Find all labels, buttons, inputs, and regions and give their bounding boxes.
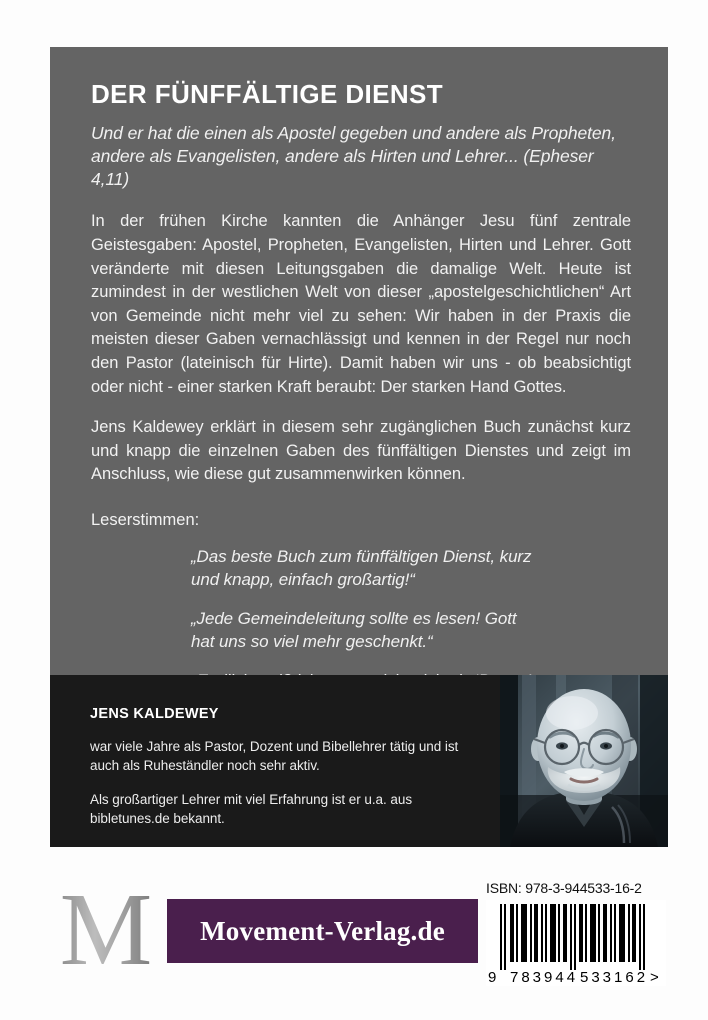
book-title: DER FÜNFFÄLTIGE DIENST	[91, 79, 444, 109]
isbn-number: ISBN: 978-3-944533-16-2	[486, 880, 642, 896]
publisher-bar	[0, 870, 708, 990]
blurb-content	[91, 80, 631, 733]
svg-text:M: M	[59, 884, 153, 976]
author-name: JENS KALDEWEY	[90, 706, 219, 722]
ean-group-1: 783944	[510, 969, 579, 986]
author-portrait-photo	[500, 675, 668, 847]
author-bio-paragraph-2: Als großartiger Lehrer mit viel Erfahrung ist er u.a. aus bibletunes.de bekannt.	[90, 792, 413, 827]
isbn-block	[486, 880, 666, 986]
reader-quote: „Jede Gemeindeleitung sollte es lesen! Gott hat uns so viel mehr geschenkt.“	[191, 609, 517, 651]
publisher-url-label: Movement-Verlag.de	[200, 915, 445, 946]
ean-suffix: >	[650, 969, 659, 986]
cover-blurb-panel	[50, 47, 668, 675]
publisher-logo	[56, 884, 156, 976]
ean-barcode	[486, 900, 666, 986]
readers-voices-heading: Leserstimmen:	[91, 510, 200, 529]
author-band	[50, 675, 668, 847]
blurb-paragraph-1: In der frühen Kirche kannten die Anhänger Jesu fünf zentrale Geistesgaben: Apostel, Propheten, Evangelisten, Hirten und Lehrer. Gott veränderte mit diesen Leitungsgaben die damalige Welt. Heute ist zumindest in der westlichen Welt von dieser „apostelgeschichtlichen“ Art von Gemeinde nicht mehr viel zu sehen: Wir haben in der Praxis die meisten dieser Gaben vernachlässigt und kennen in der Regel nur noch den Pastor (lateinisch für Hirte). Damit haben wir uns - ob beabsichtigt oder nicht - einer starken Kraft beraubt: Der starken Hand Gottes.	[91, 212, 631, 396]
publisher-banner[interactable]	[167, 899, 478, 963]
author-info	[90, 706, 490, 844]
blurb-paragraph-2: Jens Kaldewey erklärt in diesem sehr zugänglichen Buch zunächst kurz und knapp die einzelnen Gaben des fünffältigen Dienstes und zeigt im Anschluss, wie diese gut zusammenwirken können.	[91, 418, 631, 484]
bible-verse-quote: Und er hat die einen als Apostel gegeben und andere als Propheten, andere als Evangelisten, andere als Hirten und Lehrer... (Epheser 4,11)	[91, 122, 616, 190]
author-bio-paragraph-1: war viele Jahre als Pastor, Dozent und Bibellehrer tätig und ist auch als Ruheständler noch sehr aktiv.	[90, 739, 459, 774]
reader-quote: „Das beste Buch zum fünffältigen Dienst, kurz und knapp, einfach großartig!“	[191, 547, 532, 589]
ean-left-digit: 9	[488, 969, 497, 986]
ean-group-2: 533162	[580, 969, 649, 986]
